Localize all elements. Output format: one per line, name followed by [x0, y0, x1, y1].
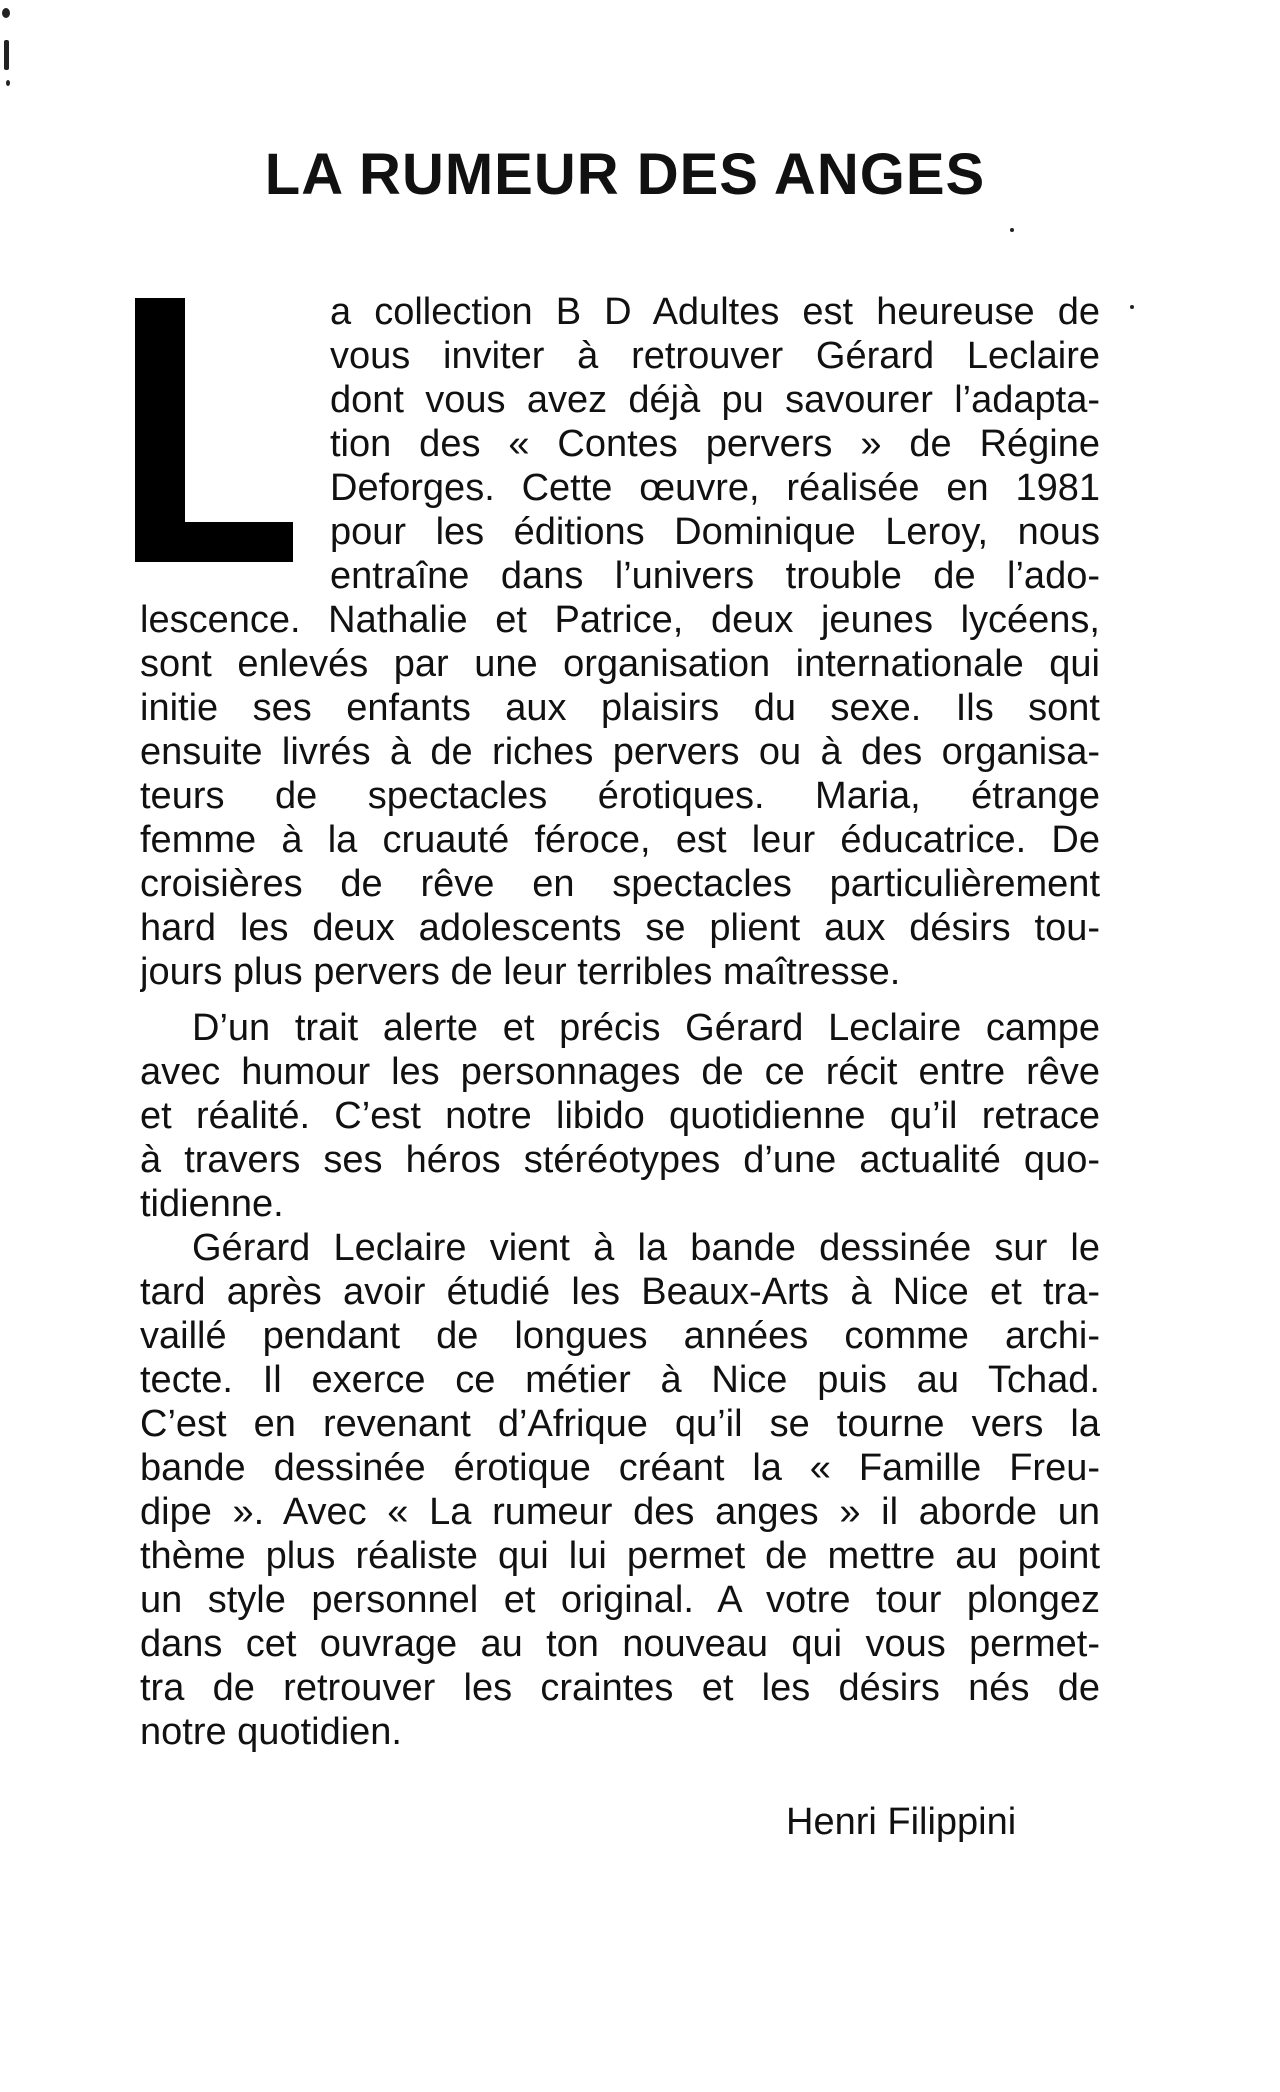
text-line: tidienne.	[140, 1183, 284, 1225]
text-line: vous inviter à retrouver Gérard Leclaire	[330, 335, 1100, 377]
text-line: tion des « Contes pervers » de Régine	[330, 423, 1100, 465]
scan-speck	[1130, 305, 1134, 309]
text-line: croisières de rêve en spectacles particulièrement	[140, 863, 1100, 905]
text-line: tecte. Il exerce ce métier à Nice puis au Tchad.	[140, 1359, 1100, 1401]
text-line: D’un trait alerte et précis Gérard Leclaire campe	[192, 1007, 1100, 1049]
signature: Henri Filippini	[786, 1801, 1017, 1843]
scan-speck	[6, 80, 10, 86]
text-line: sont enlevés par une organisation internationale qui	[140, 643, 1100, 685]
text-line: dont vous avez déjà pu savourer l’adapta-	[330, 379, 1100, 421]
scan-speck	[1010, 228, 1014, 232]
text-line: femme à la cruauté féroce, est leur éducatrice. De	[140, 819, 1100, 861]
text-line: entraîne dans l’univers trouble de l’ado-	[330, 555, 1100, 597]
drop-cap-l	[135, 298, 293, 562]
drop-cap-foot	[135, 522, 293, 562]
text-line: initie ses enfants aux plaisirs du sexe. Ils sont	[140, 687, 1100, 729]
scan-speck	[4, 40, 9, 70]
text-line: tard après avoir étudié les Beaux-Arts à Nice et tra-	[140, 1271, 1100, 1313]
text-line: un style personnel et original. A votre tour plongez	[140, 1579, 1100, 1621]
text-line: à travers ses héros stéréotypes d’une actualité quo-	[140, 1139, 1100, 1181]
text-line: pour les éditions Dominique Leroy, nous	[330, 511, 1100, 553]
text-line: C’est en revenant d’Afrique qu’il se tourne vers la	[140, 1403, 1100, 1445]
text-line: teurs de spectacles érotiques. Maria, étrange	[140, 775, 1100, 817]
text-line: Deforges. Cette œuvre, réalisée en 1981	[330, 467, 1100, 509]
text-line: et réalité. C’est notre libido quotidienne qu’il retrace	[140, 1095, 1100, 1137]
text-line: bande dessinée érotique créant la « Famille Freu-	[140, 1447, 1100, 1489]
text-line: dans cet ouvrage au ton nouveau qui vous permet-	[140, 1623, 1100, 1665]
text-line: vaillé pendant de longues années comme archi-	[140, 1315, 1100, 1357]
text-line: lescence. Nathalie et Patrice, deux jeunes lycéens,	[140, 599, 1100, 641]
page-title: LA RUMEUR DES ANGES	[264, 142, 986, 207]
text-line: hard les deux adolescents se plient aux désirs tou-	[140, 907, 1100, 949]
text-line: Gérard Leclaire vient à la bande dessinée sur le	[192, 1227, 1100, 1269]
text-line: notre quotidien.	[140, 1711, 402, 1753]
text-line: dipe ». Avec « La rumeur des anges » il aborde un	[140, 1491, 1100, 1533]
text-line: jours plus pervers de leur terribles maîtresse.	[140, 951, 901, 993]
text-line: a collection B D Adultes est heureuse de	[330, 291, 1100, 333]
text-line: ensuite livrés à de riches pervers ou à des organisa-	[140, 731, 1100, 773]
scan-speck	[2, 8, 10, 18]
text-line: thème plus réaliste qui lui permet de mettre au point	[140, 1535, 1100, 1577]
text-line: avec humour les personnages de ce récit entre rêve	[140, 1051, 1100, 1093]
text-line: tra de retrouver les craintes et les désirs nés de	[140, 1667, 1100, 1709]
